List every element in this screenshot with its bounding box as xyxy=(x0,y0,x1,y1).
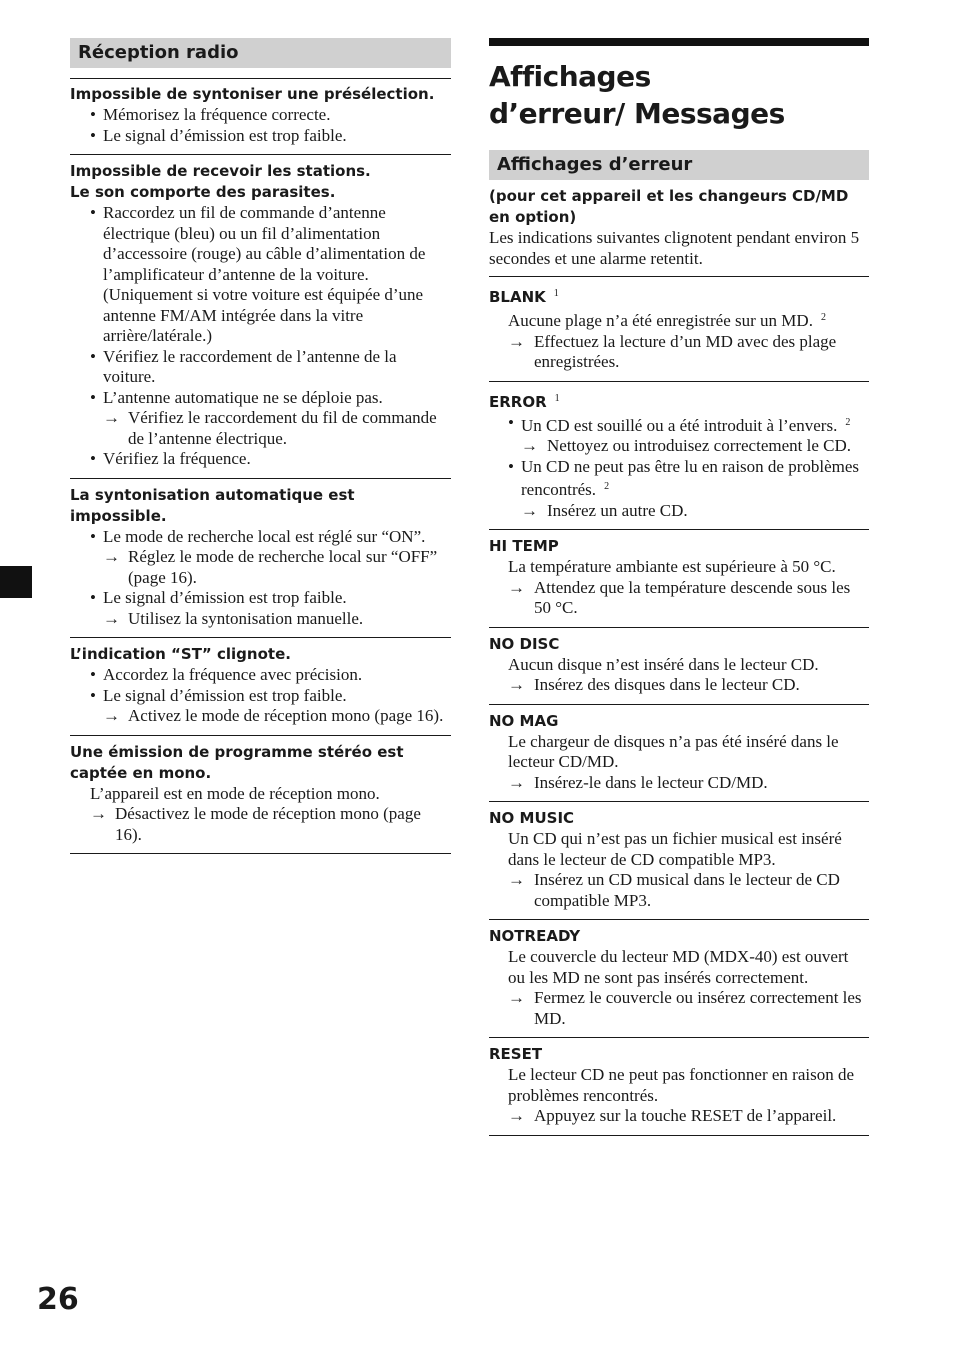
problem-heading: Impossible de syntoniser une présélection. xyxy=(70,85,435,103)
bullet: • Raccordez un fil de commande d’antenne électrique (bleu) ou un fil d’alimentation d’accessoire (rouge) au câble d’alimentation de l’amplificateur d’antenne de la voiture. (Uniquement si votre voiture est équipée d’une antenne FM/AM intégrée dans la vitre arrière/latérale.) xyxy=(70,203,451,347)
bullet: • Mémorisez la fréquence correcte. xyxy=(70,105,451,126)
cause-text: L’appareil est en mode de réception mono. xyxy=(90,783,380,803)
intro-text: Les indications suivantes clignotent pendant environ 5 secondes et une alarme retentit. xyxy=(489,228,860,268)
message-code: NO MAG xyxy=(489,711,559,730)
message-text: Aucune plage n’a été enregistrée sur un MD. $^2$ xyxy=(508,311,826,330)
title-rule xyxy=(489,38,869,46)
problem-stereo-mono xyxy=(70,735,451,855)
problem-st-blinks xyxy=(70,637,451,735)
bullet: • Le signal d’émission est trop faible. xyxy=(70,686,451,707)
message-code: HI TEMP xyxy=(489,537,559,555)
message-text: Le lecteur CD ne peut pas fonctionner en raison de problèmes rencontrés. xyxy=(508,1065,855,1105)
message-error xyxy=(489,381,869,530)
message-text: La température ambiante est supérieure à 50 °C. xyxy=(508,557,836,576)
bullet: • Vérifiez la fréquence. xyxy=(70,449,451,470)
section-title-errors: Affichages d’erreur xyxy=(489,150,869,180)
message-code: NO DISC xyxy=(489,634,560,653)
arrow-remedy: → Insérez un autre CD. xyxy=(489,501,869,522)
problem-preset xyxy=(70,78,451,154)
message-code: NOTREADY xyxy=(489,927,581,945)
message-reset xyxy=(489,1037,869,1136)
arrow-remedy: → Activez le mode de réception mono (page 16). xyxy=(70,706,451,727)
bullet: • Un CD ne peut pas être lu en raison de problèmes rencontrés. $^2$ xyxy=(489,457,869,501)
chapter-tab-marker xyxy=(0,566,32,598)
right-column xyxy=(489,0,869,1136)
bullet: • Un CD est souillé ou a été introduit à l’envers. $^2$ xyxy=(489,413,869,437)
page-number: 26 xyxy=(37,1282,79,1317)
message-text: Le couvercle du lecteur MD (MDX-40) est ouvert ou les MD ne sont pas insérés correctement. xyxy=(508,947,849,987)
arrow-remedy: → Nettoyez ou introduisez correctement le CD. xyxy=(489,436,869,457)
problem-heading: L’indication “ST” clignote. xyxy=(70,645,291,663)
arrow-remedy: → Appuyez sur la touche RESET de l’appareil. xyxy=(489,1106,869,1127)
footnote-ref: 2 xyxy=(604,481,610,492)
footnote-ref: 1 xyxy=(553,288,559,299)
arrow-remedy: → Utilisez la syntonisation manuelle. xyxy=(70,609,451,630)
message-text: Le chargeur de disques n’a pas été inséré dans le lecteur CD/MD. xyxy=(508,731,839,771)
arrow-remedy: → Insérez des disques dans le lecteur CD. xyxy=(489,675,869,696)
section-title-radio: Réception radio xyxy=(70,38,451,68)
message-no-music xyxy=(489,801,869,919)
bullet: • Vérifiez le raccordement de l’antenne de la voiture. xyxy=(70,347,451,388)
message-text: Un CD qui n’est pas un fichier musical est inséré dans le lecteur de CD compatible MP3. xyxy=(508,829,842,869)
problem-heading: Impossible de recevoir les stations. xyxy=(70,162,371,180)
problem-reception xyxy=(70,154,451,478)
footnote-ref: 2 xyxy=(820,312,826,323)
message-code: BLANK $^1$ xyxy=(489,288,559,306)
message-code: NO MUSIC xyxy=(489,809,575,827)
bullet: • Le mode de recherche local est réglé sur “ON”. xyxy=(70,527,451,548)
arrow-remedy: → Vérifiez le raccordement du fil de commande de l’antenne électrique. xyxy=(70,408,451,449)
page-title: Affichages d’erreur/ Messages xyxy=(489,60,785,130)
bullet: • L’antenne automatique ne se déploie pas. xyxy=(70,388,451,409)
bullet: • Le signal d’émission est trop faible. xyxy=(70,126,451,147)
bullet: • Le signal d’émission est trop faible. xyxy=(70,588,451,609)
problem-heading: Une émission de programme stéréo est captée en mono. xyxy=(70,742,404,782)
arrow-remedy: → Insérez-le dans le lecteur CD/MD. xyxy=(489,773,869,794)
arrow-remedy: → Réglez le mode de recherche local sur “OFF” (page 16). xyxy=(70,547,451,588)
footnote-ref: 1 xyxy=(554,392,560,404)
message-no-disc xyxy=(489,627,869,704)
message-code: RESET xyxy=(489,1045,543,1063)
arrow-remedy: → Fermez le couvercle ou insérez correctement les MD. xyxy=(489,988,869,1029)
arrow-remedy: → Attendez que la température descende sous les 50 °C. xyxy=(489,578,869,619)
message-no-mag xyxy=(489,704,869,802)
problem-auto-tuning xyxy=(70,478,451,638)
bullet: • Accordez la fréquence avec précision. xyxy=(70,665,451,686)
left-column xyxy=(70,0,451,854)
message-code: ERROR $^1$ xyxy=(489,392,560,411)
message-text: Aucun disque n’est inséré dans le lecteur CD. xyxy=(508,654,819,674)
message-blank xyxy=(489,276,869,381)
arrow-remedy: → Insérez un CD musical dans le lecteur de CD compatible MP3. xyxy=(489,870,869,911)
intro-heading: (pour cet appareil et les changeurs CD/MD en option) xyxy=(489,187,849,226)
footnote-ref: 2 xyxy=(845,416,851,428)
arrow-remedy: → Effectuez la lecture d’un MD avec des plage enregistrées. xyxy=(489,332,869,373)
arrow-remedy: → Désactivez le mode de réception mono (page 16). xyxy=(70,804,451,845)
message-notready xyxy=(489,919,869,1037)
problem-heading: La syntonisation automatique est impossible. xyxy=(70,485,355,525)
problem-heading-2: Le son comporte des parasites. xyxy=(70,183,336,201)
message-hi-temp xyxy=(489,529,869,627)
